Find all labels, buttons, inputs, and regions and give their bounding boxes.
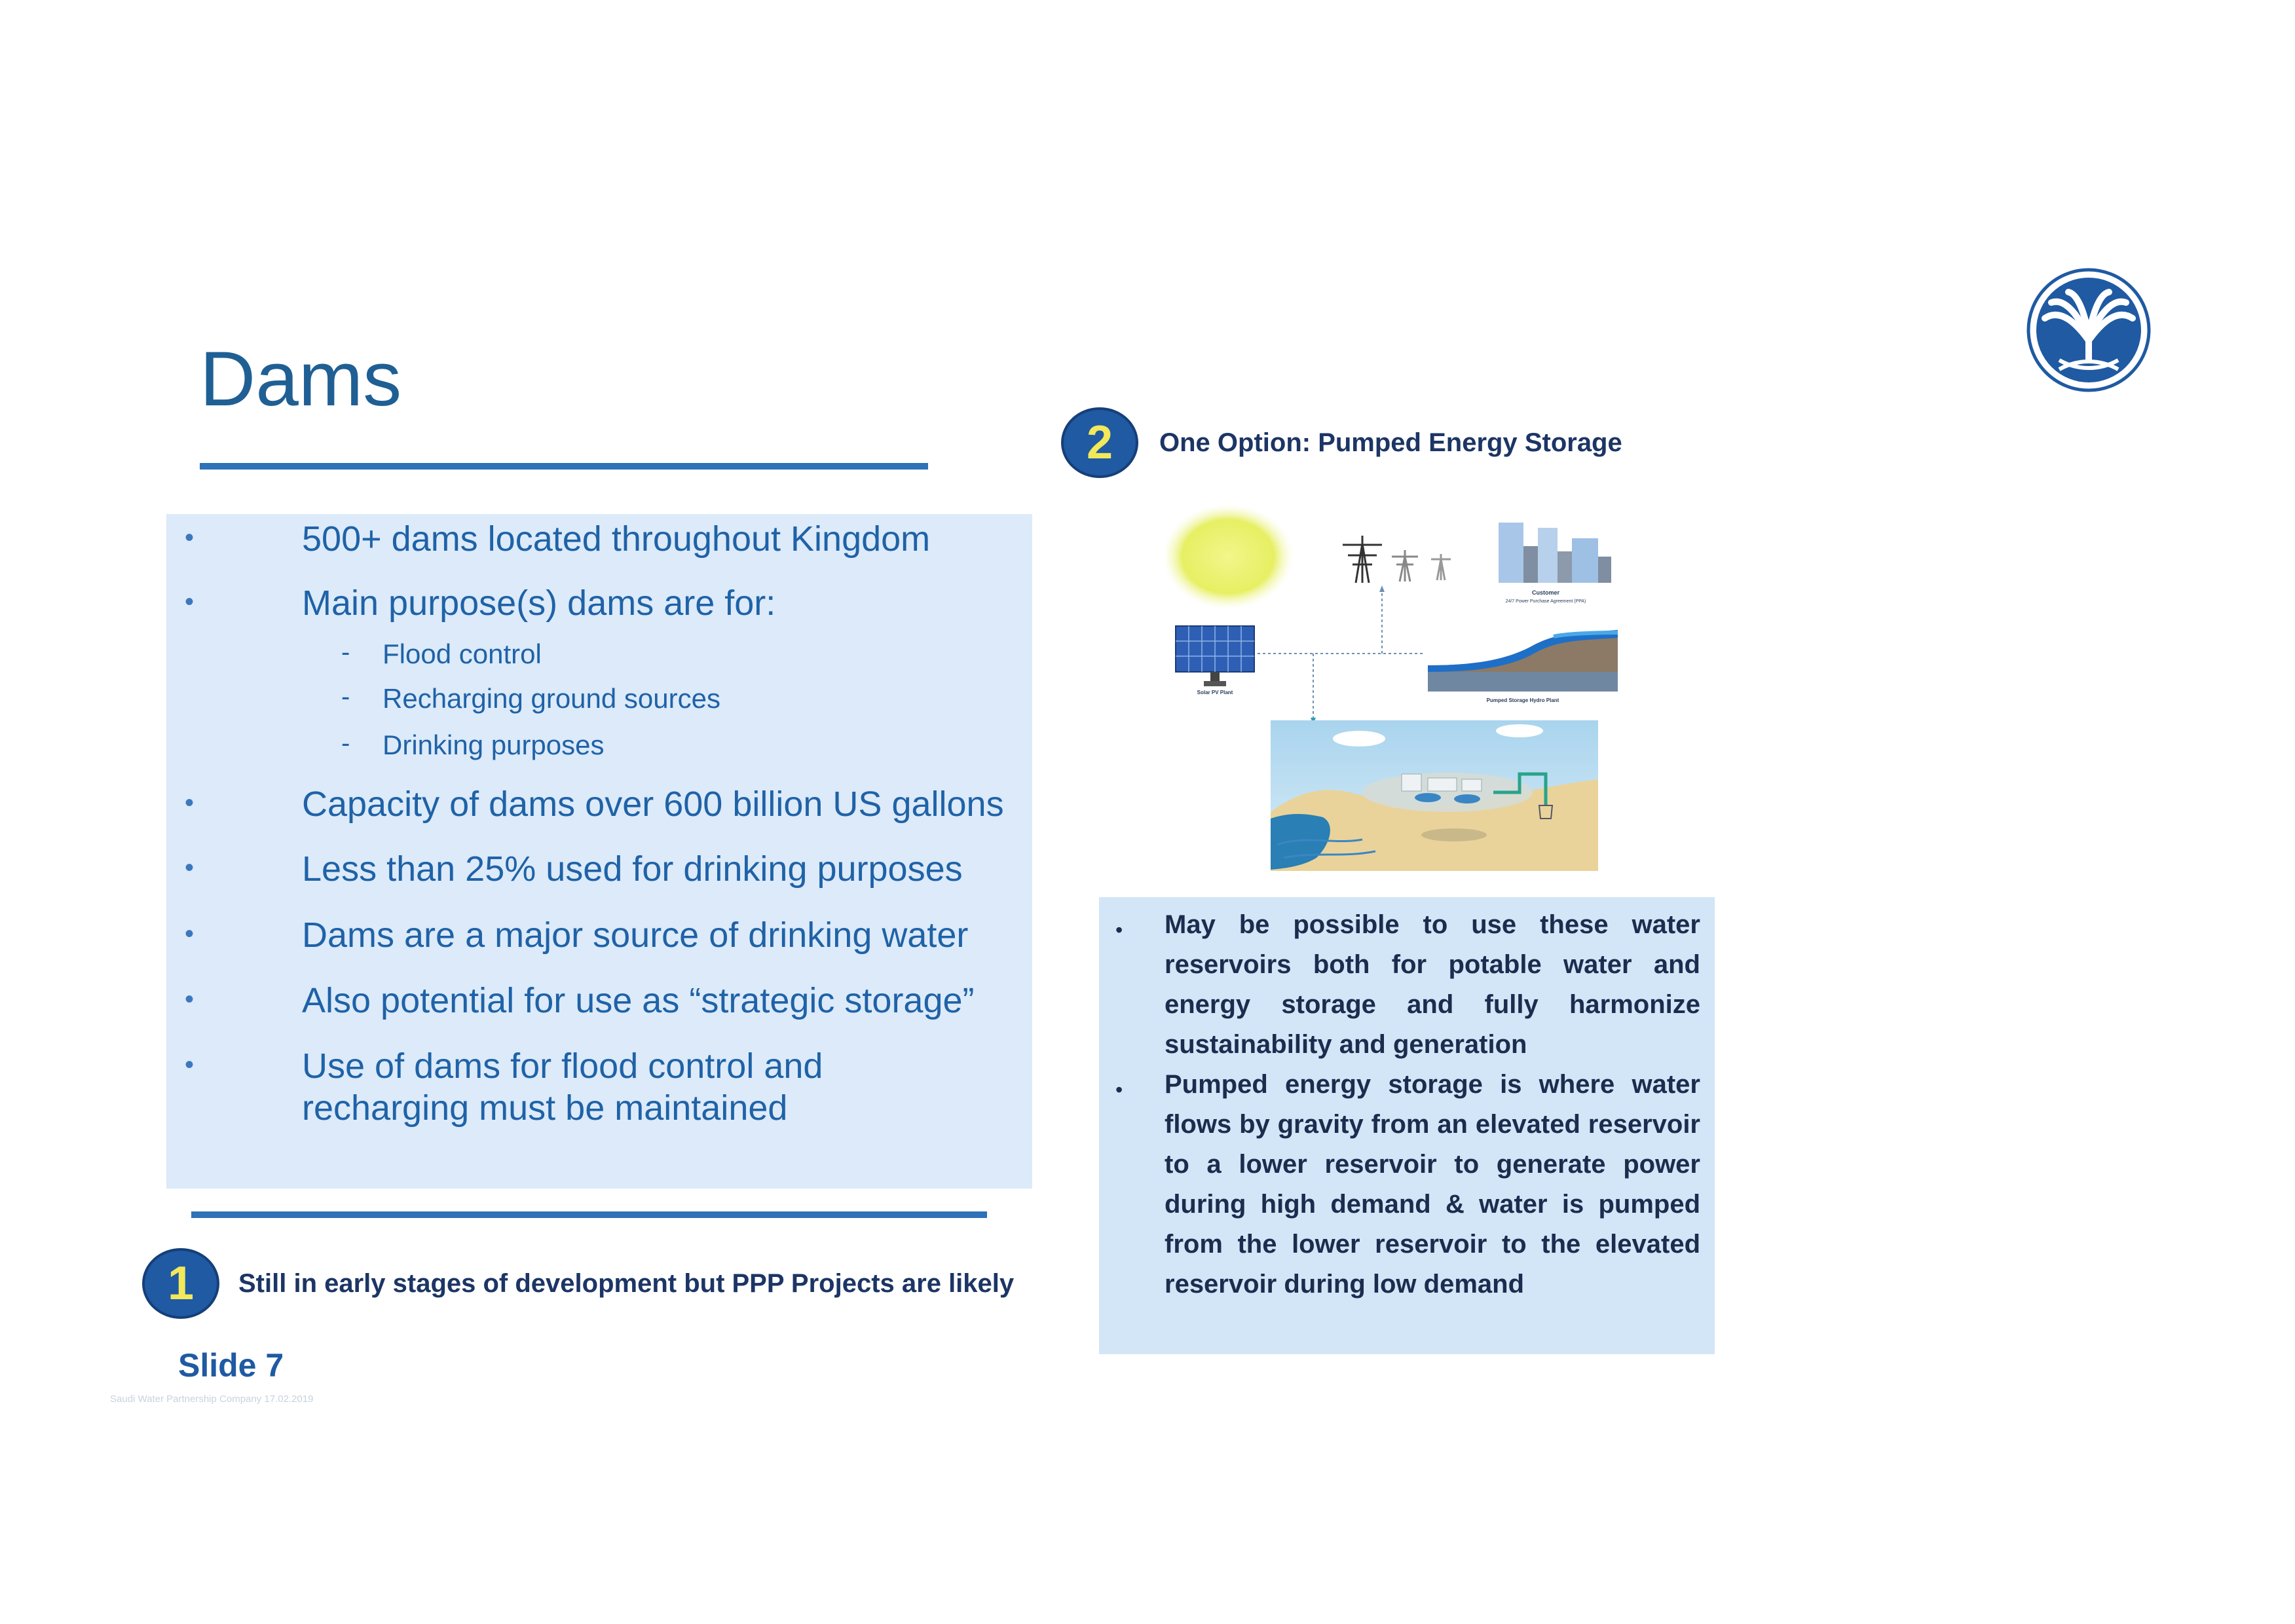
sub-item-text: Flood control — [382, 638, 542, 669]
key-facts-box — [166, 514, 1032, 1189]
palm-swords-emblem-icon — [2025, 267, 2152, 393]
diagram-graphic — [1166, 504, 1637, 877]
callout-text: Still in early stages of development but PPP Projects are likely — [238, 1269, 1015, 1298]
explanation-paragraph: Pumped energy storage is where water flows by gravity from an elevated reservoir to a lower reservoir to generate power during high demand & water is pumped from the lower reservoir to the elevated reservoir during low demand — [1165, 1070, 1700, 1299]
bullet-text: Less than 25% used for drinking purposes — [302, 849, 963, 889]
bullet-symbol: • — [185, 788, 195, 817]
city-buildings-icon — [1499, 523, 1611, 583]
bullet-symbol: • — [185, 985, 195, 1014]
customer-label: Customer — [1531, 589, 1560, 596]
callout-number-badge: 2 — [1061, 407, 1138, 478]
hydro-label: Pumped Storage Hydro Plant — [1486, 697, 1559, 703]
sub-item-text: Drinking purposes — [382, 729, 605, 760]
explanation-paragraph: May be possible to use these water reservoirs both for potable water and energy storage and fully harmonize sustainability and generation — [1165, 910, 1700, 1059]
sun-icon — [1166, 504, 1294, 609]
solar-label: Solar PV Plant — [1197, 690, 1233, 695]
bullet-symbol: • — [1115, 918, 1123, 942]
title-divider — [200, 463, 928, 470]
dash-symbol: - — [341, 682, 350, 711]
bullet-text: Capacity of dams over 600 billion US gallons — [302, 784, 1004, 824]
dash-symbol: - — [341, 638, 350, 667]
company-logo — [2025, 267, 2152, 393]
transmission-tower-icon — [1343, 536, 1451, 583]
reservoir-scene-illustration — [1271, 720, 1598, 871]
bullet-text: Dams are a major source of drinking water — [302, 915, 969, 955]
pumped-storage-diagram — [1166, 504, 1637, 877]
arrow-up-icon — [1379, 585, 1385, 592]
solar-panel-icon — [1176, 626, 1254, 686]
bullet-text: 500+ dams located throughout Kingdom — [302, 519, 931, 559]
bullet-symbol: • — [185, 1050, 195, 1079]
pumped-storage-plant-icon — [1428, 630, 1618, 692]
pumped-storage-explanation-box — [1099, 897, 1715, 1354]
bullet-symbol: • — [1115, 1078, 1123, 1101]
callout-number-badge: 1 — [142, 1248, 219, 1319]
dash-symbol: - — [341, 729, 350, 758]
bullet-text: Main purpose(s) dams are for: — [302, 583, 776, 623]
bullet-text: Use of dams for flood control and recharging must be maintained — [302, 1046, 823, 1128]
bullet-text: Also potential for use as “strategic storage” — [302, 981, 975, 1020]
sub-item-text: Recharging ground sources — [382, 683, 720, 714]
bullet-symbol: • — [185, 587, 195, 616]
bullet-symbol: • — [185, 919, 195, 948]
ppa-label: 24/7 Power Purchase Agreement (PPA) — [1505, 599, 1586, 604]
slide-number: Slide 7 — [178, 1347, 284, 1384]
footer-text: Saudi Water Partnership Company 17.02.2019 — [110, 1393, 314, 1405]
section-divider — [191, 1211, 987, 1218]
bullet-symbol: • — [185, 853, 195, 882]
bullet-symbol: • — [185, 523, 195, 552]
page-title: Dams — [200, 336, 402, 422]
callout-text: One Option: Pumped Energy Storage — [1159, 428, 1622, 457]
